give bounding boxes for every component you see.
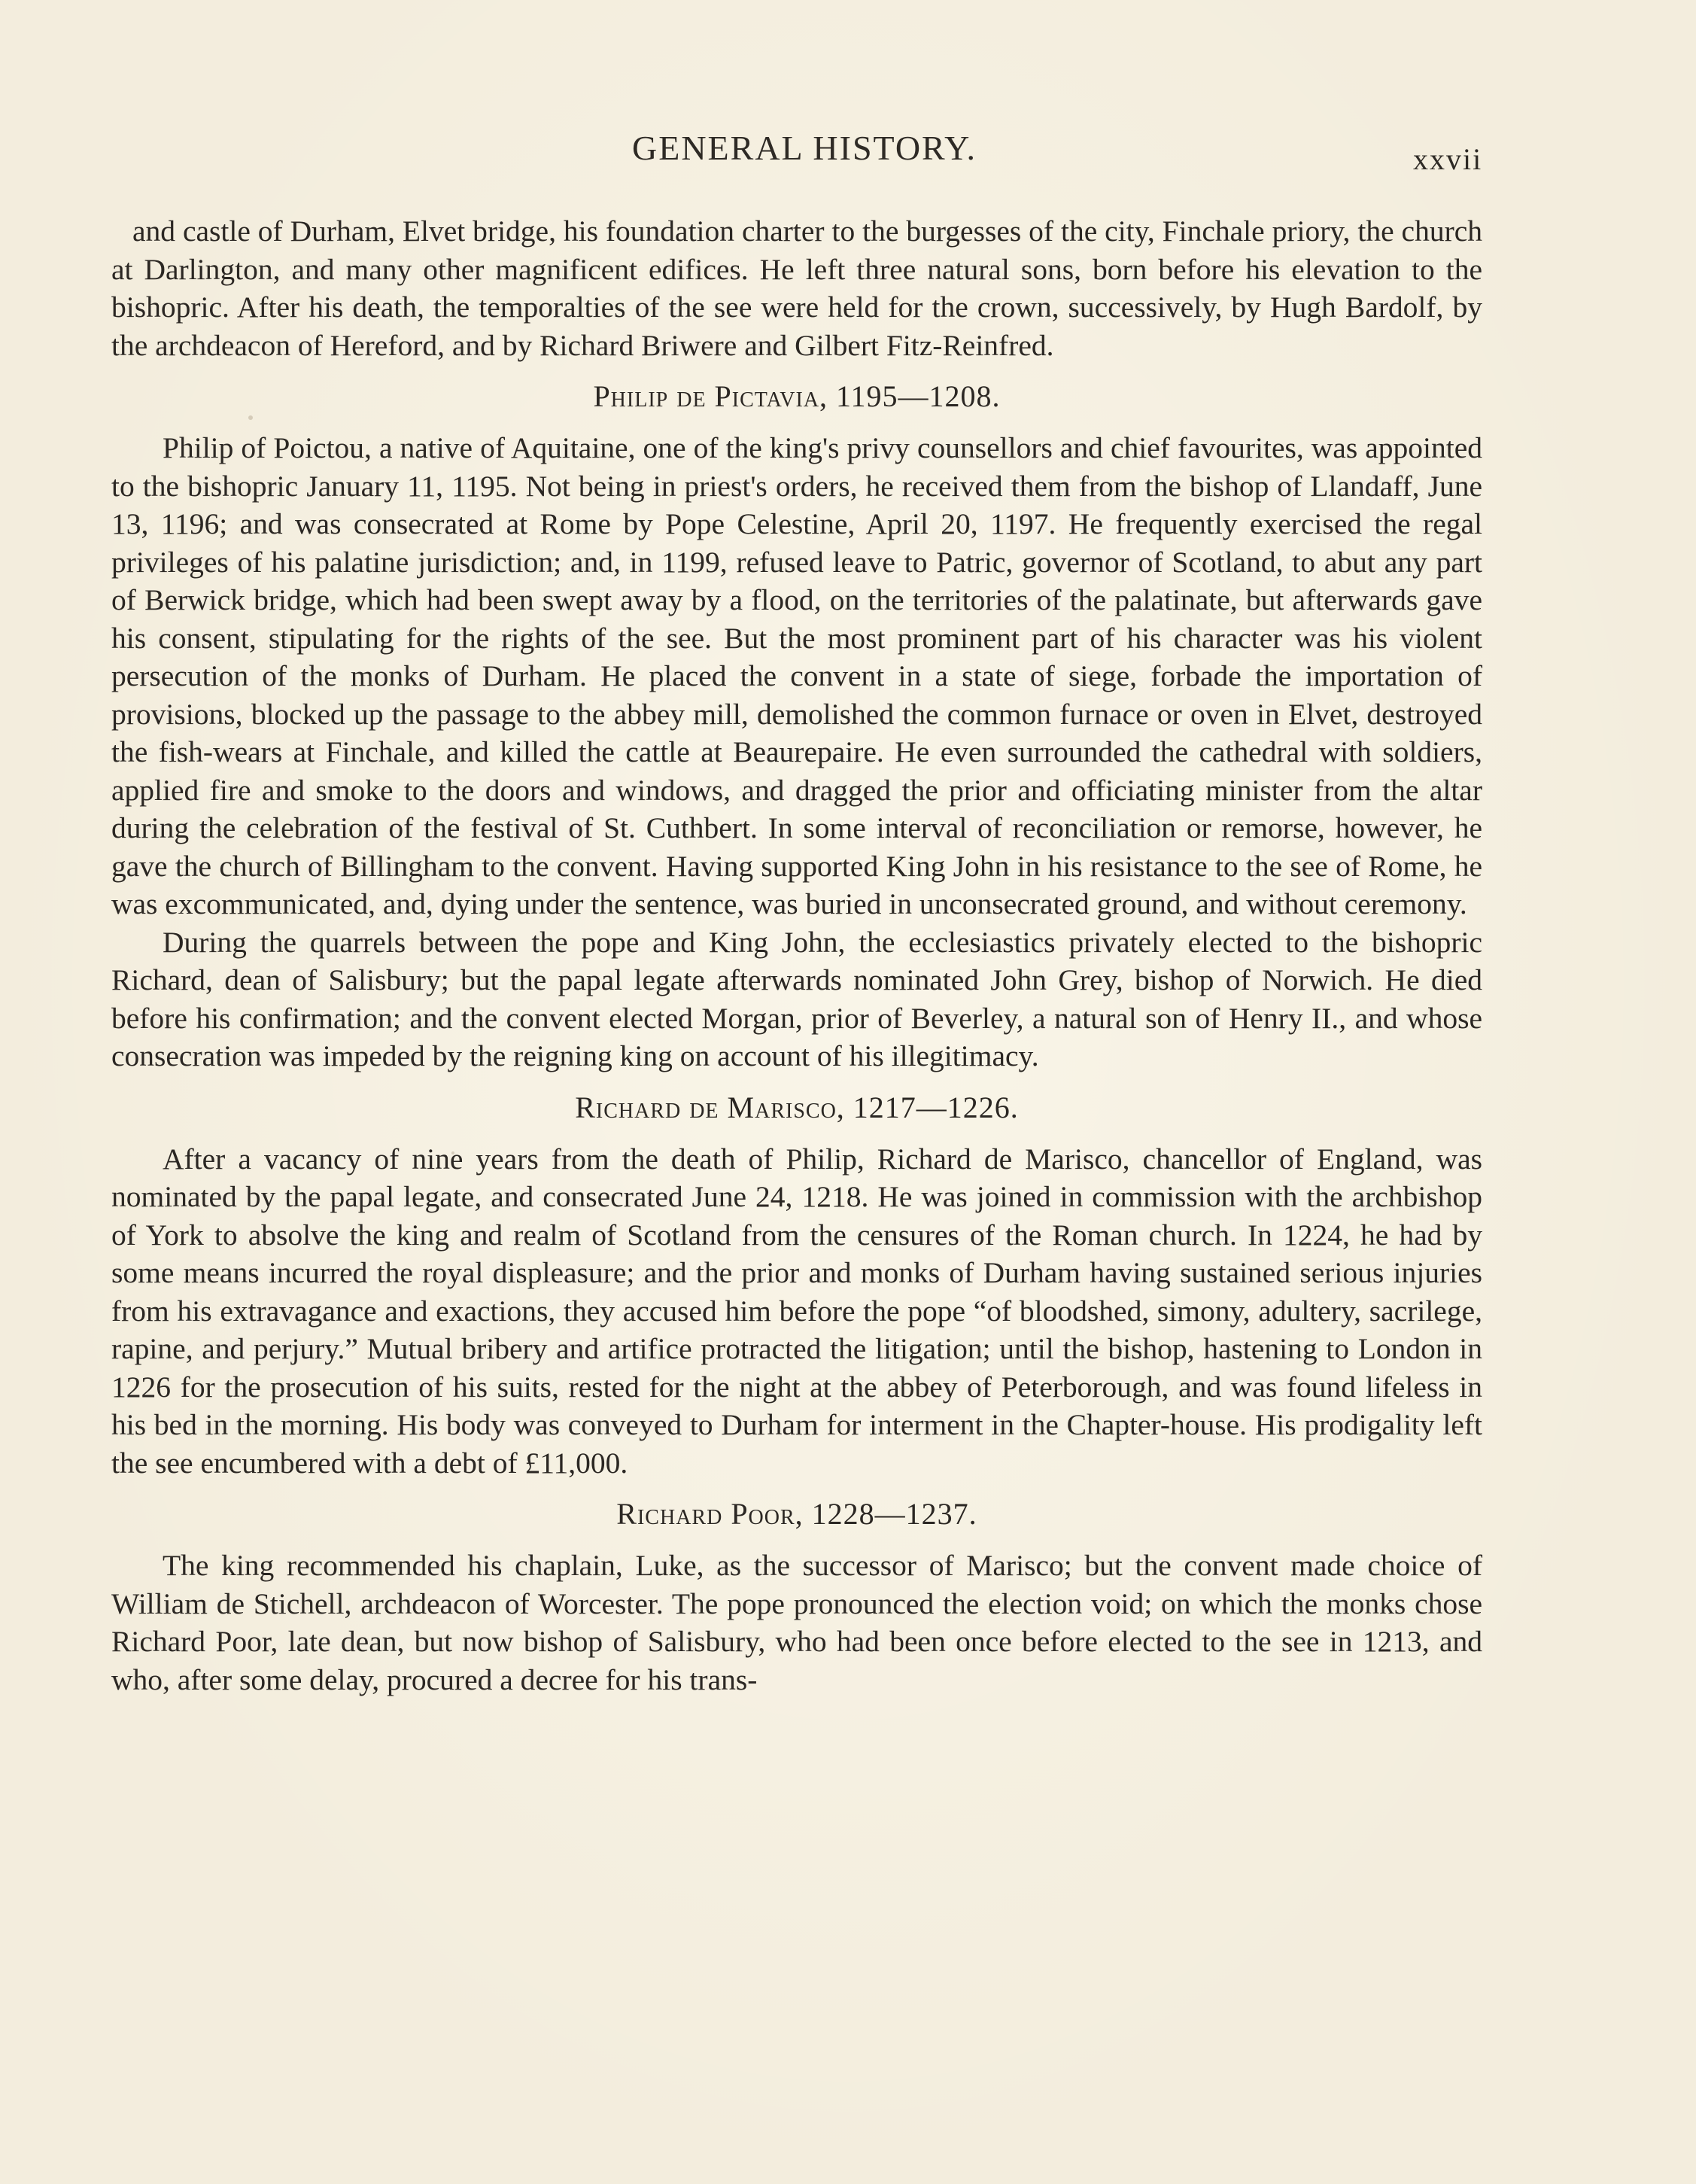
paragraph-marisco-biography: After a vacancy of nine years from the death of Philip, Richard de Marisco, chancellor of England, was nominated by the papal legate, and consecrated June 24, 1218. He was joined in commission with the archbishop of York to absolve the king and realm of Scotland from the censures of the Roman church. In 1224, he had by some means incurred the royal displeasure; and the prior and monks of Durham having sustained serious injuries from his extravagance and exactions, they accused him before the pope “of bloodshed, simony, adultery, sacrilege, rapine, and perjury.” Mutual bribery and artifice protracted the litigation; until the bishop, hastening to London in 1226 for the prosecution of his suits, rested for the night at the abbey of Peterborough, and was found lifeless in his bed in the morning. His body was conveyed to Durham for interment in the Chapter-house. His prodigality left the see encumbered with a debt of £11,000. (111, 1142, 1482, 1480)
paragraph-philip-biography: Philip of Poictou, a native of Aquitaine, one of the king's privy counsellors and chief favourites, was appointed to the bishopric January 11, 1195. Not being in priest's orders, he received them from the bishop of Llandaff, June 13, 1196; and was consecrated at Rome by Pope Celestine, April 20, 1197. He frequently exercised the regal privileges of his palatine jurisdiction; and, in 1199, refused leave to Patric, governor of Scotland, to abut any part of Berwick bridge, which had been swept away by a flood, on the territories of the palatinate, but afterwards gave his consent, stipulating for the rights of the see. But the most prominent part of his character was his violent persecution of the monks of Durham. He placed the convent in a state of siege, forbade the importation of provisions, blocked up the passage to the abbey mill, demolished the common furnace or oven in Elvet, destroyed the fish-wears at Finchale, and killed the cattle at Beaurepaire. He even surrounded the cathedral with soldiers, applied fire and smoke to the doors and windows, and dragged the prior and officiating minister from the altar during the celebration of the festival of St. Cuthbert. In some interval of reconciliation or remorse, however, he gave the church of Billingham to the convent. Having supported King John in his resistance to the see of Rome, he was excommunicated, and, dying under the sentence, was buried in unconsecrated ground, and without ceremony. (111, 431, 1482, 920)
text-column (111, 212, 1482, 1699)
paragraph-poor-biography: The king recommended his chaplain, Luke, as the successor of Marisco; but the convent made choice of William de Stichell, archdeacon of Worcester. The pope pronounced the election void; on which the monks chose Richard Poor, late dean, but now bishop of Salisbury, who had been once before elected to the see in 1213, and who, after some delay, procured a decree for his trans- (111, 1549, 1482, 1696)
running-head (0, 128, 1696, 181)
running-title: GENERAL HISTORY. (632, 129, 977, 167)
paragraph-vacancy-quarrels: During the quarrels between the pope and King John, the ecclesiastics privately elected to the bishopric Richard, dean of Salisbury; but the papal legate afterwards nominated John Grey, bishop of Norwich. He died before his confirmation; and the convent elected Morgan, prior of Beverley, a natural son of Henry II., and whose consecration was impeded by the reigning king on account of his illegitimacy. (111, 925, 1482, 1072)
paragraph-continued: and castle of Durham, Elvet bridge, his foundation charter to the burgesses of the city, Finchale priory, the church at Darlington, and many other magnificent edifices. He left three natural sons, born before his elevation to the bishopric. After his death, the temporalties of the see were held for the crown, successively, by Hugh Bardolf, by the archdeacon of Hereford, and by Richard Briwere and Gilbert Fitz-Reinfred. (111, 214, 1482, 362)
section-heading-richard-poor: Richard Poor, 1228—1237. (616, 1497, 977, 1531)
page-number: xxvii (1413, 142, 1483, 176)
section-heading-richard-de-marisco: Richard de Marisco, 1217—1226. (575, 1090, 1019, 1124)
section-heading-philip-de-pictavia: Philip de Pictavia, 1195—1208. (593, 379, 1001, 413)
